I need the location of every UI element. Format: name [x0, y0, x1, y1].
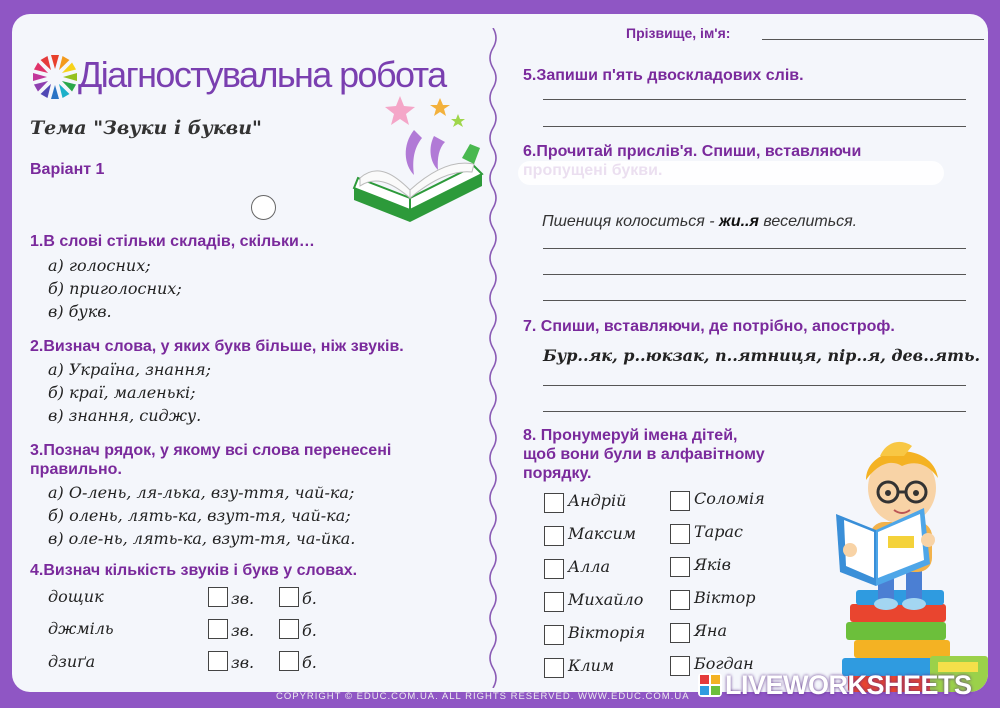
- q2-option-a[interactable]: а) Україна, знання;: [48, 360, 211, 379]
- answer-line[interactable]: [543, 300, 966, 301]
- q4-sound-label: зв.: [231, 621, 255, 640]
- answer-line[interactable]: [543, 248, 966, 249]
- answer-line[interactable]: [543, 274, 966, 275]
- q7-title: 7. Спиши, вставляючи, де потрібно, апостроф.: [523, 318, 895, 335]
- answer-line[interactable]: [543, 126, 966, 127]
- name-item: Михайло: [568, 590, 644, 609]
- answer-input-overlay[interactable]: [518, 161, 944, 185]
- name-item: Тарас: [694, 522, 743, 541]
- wavy-divider: [486, 28, 500, 688]
- name-checkbox[interactable]: [670, 557, 690, 577]
- q6-title-line1: 6.Прочитай прислів'я. Спиши, вставляючи: [523, 143, 862, 160]
- boy-reading-illustration: [820, 426, 988, 692]
- q3-option-b[interactable]: б) олень, лять-ка, взут-тя, чай-ка;: [48, 506, 351, 525]
- q7-words: Бур..як, р..юкзак, п..ятниця, пір..я, дев..ять.: [543, 346, 981, 365]
- liveworksheets-logo-icon: [698, 673, 722, 697]
- name-checkbox[interactable]: [670, 524, 690, 544]
- name-label: Прізвище, ім'я:: [626, 25, 731, 41]
- q5-title: 5.Запиши п'ять двоскладових слів.: [523, 67, 804, 84]
- page-title: Діагностувальна робота: [78, 54, 446, 95]
- answer-line[interactable]: [543, 411, 966, 412]
- q8-title-line3: порядку.: [523, 465, 592, 482]
- name-item: Клим: [568, 656, 615, 675]
- q1-option-c[interactable]: в) букв.: [48, 302, 112, 321]
- radio-circle[interactable]: [251, 195, 276, 220]
- variant-label: Варіант 1: [30, 161, 105, 178]
- name-item: Богдан: [694, 654, 754, 673]
- q4-letter-box[interactable]: [279, 619, 299, 639]
- q3-title-line1: 3.Познач рядок, у якому всі слова перенесені: [30, 442, 392, 459]
- q4-title: 4.Визнач кількість звуків і букв у словах.: [30, 562, 358, 579]
- q4-word: дощик: [48, 587, 104, 606]
- name-checkbox[interactable]: [544, 625, 564, 645]
- name-item: Віктор: [694, 588, 756, 607]
- q4-letter-label: б.: [302, 621, 317, 640]
- q4-letter-box[interactable]: [279, 651, 299, 671]
- q4-sound-label: зв.: [231, 653, 255, 672]
- name-checkbox[interactable]: [544, 559, 564, 579]
- name-item: Соломія: [694, 489, 765, 508]
- liveworksheets-brand[interactable]: LIVEWORKSHEETS: [725, 670, 972, 700]
- q1-option-a[interactable]: а) голосних;: [48, 256, 151, 275]
- q4-letter-label: б.: [302, 589, 317, 608]
- name-line[interactable]: [762, 39, 984, 40]
- q3-title-line2: правильно.: [30, 461, 122, 478]
- name-checkbox[interactable]: [670, 491, 690, 511]
- name-checkbox[interactable]: [544, 526, 564, 546]
- q2-option-b[interactable]: б) краї, маленькі;: [48, 383, 196, 402]
- q3-option-a[interactable]: а) О-лень, ля-лька, взу-ття, чай-ка;: [48, 483, 355, 502]
- book-illustration: [342, 90, 487, 240]
- logo-icon: [30, 52, 80, 102]
- q4-sound-label: зв.: [231, 589, 255, 608]
- name-item: Алла: [568, 557, 611, 576]
- name-checkbox[interactable]: [544, 658, 564, 678]
- q1-title: 1.В слові стільки складів, скільки…: [30, 233, 315, 250]
- q1-option-b[interactable]: б) приголосних;: [48, 279, 182, 298]
- q2-title: 2.Визнач слова, у яких букв більше, ніж звуків.: [30, 338, 404, 355]
- name-item: Вікторія: [568, 623, 646, 642]
- name-checkbox[interactable]: [670, 623, 690, 643]
- q4-sound-box[interactable]: [208, 651, 228, 671]
- q3-option-c[interactable]: в) оле-нь, лять-ка, взут-тя, ча-йка.: [48, 529, 356, 548]
- name-item: Андрій: [568, 491, 627, 510]
- name-checkbox[interactable]: [544, 592, 564, 612]
- q4-word: джміль: [48, 619, 114, 638]
- q2-option-c[interactable]: в) знання, сиджу.: [48, 406, 202, 425]
- q8-title-line2: щоб вони були в алфавітному: [523, 446, 765, 463]
- worksheet: [12, 14, 988, 692]
- answer-line[interactable]: [543, 385, 966, 386]
- answer-line[interactable]: [543, 99, 966, 100]
- name-checkbox[interactable]: [544, 493, 564, 513]
- q4-word: дзиґа: [48, 652, 96, 671]
- topic: Тема "Звуки і букви": [30, 117, 262, 139]
- name-checkbox[interactable]: [670, 656, 690, 676]
- name-checkbox[interactable]: [670, 590, 690, 610]
- q4-letter-label: б.: [302, 653, 317, 672]
- q4-letter-box[interactable]: [279, 587, 299, 607]
- name-item: Яна: [694, 621, 727, 640]
- q4-sound-box[interactable]: [208, 619, 228, 639]
- name-item: Максим: [568, 524, 637, 543]
- name-item: Яків: [694, 555, 731, 574]
- q8-title-line1: 8. Пронумеруй імена дітей,: [523, 427, 738, 444]
- q4-sound-box[interactable]: [208, 587, 228, 607]
- copyright-text: COPYRIGHT © EDUC.COM.UA. ALL RIGHTS RESERVED. WWW.EDUC.COM.UA: [276, 691, 690, 702]
- q6-proverb: Пшениця колоситься - жи..я веселиться.: [542, 213, 858, 230]
